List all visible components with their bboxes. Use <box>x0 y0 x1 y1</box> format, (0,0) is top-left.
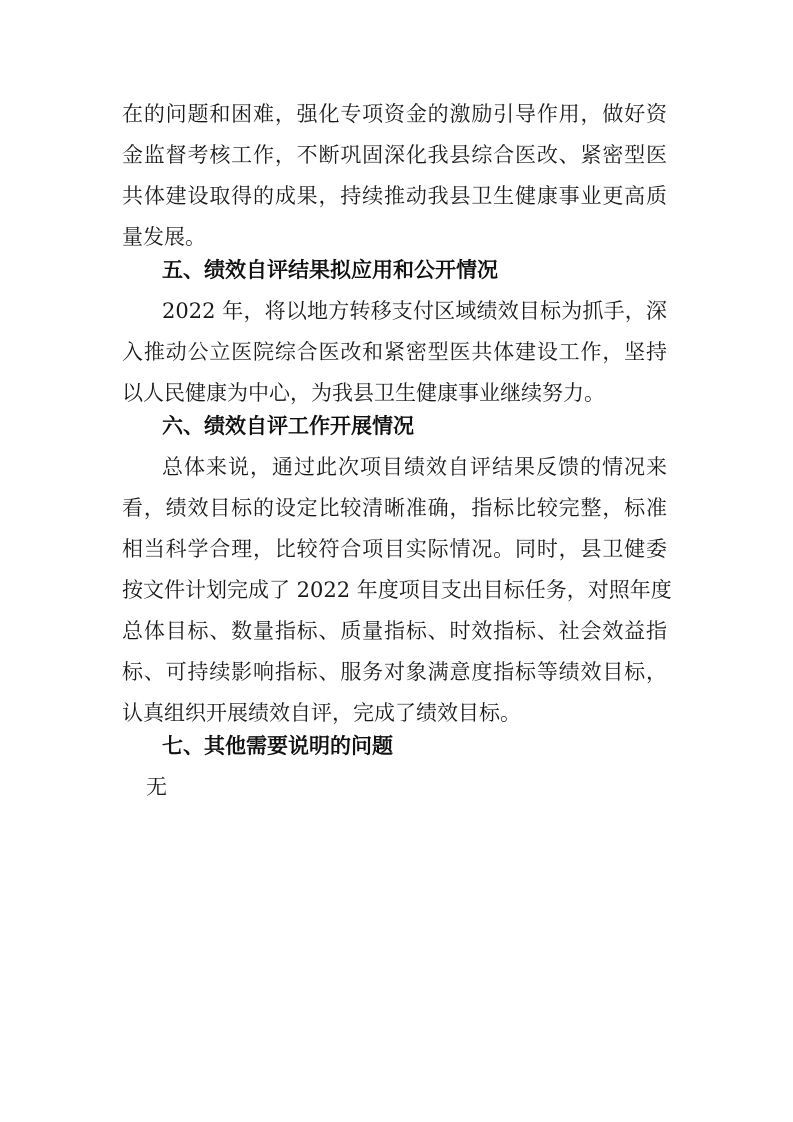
paragraph-line: 入推动公立医院综合医改和紧密型医共体建设工作，坚持 <box>122 340 667 364</box>
paragraph-line: 总体目标、数量指标、质量指标、时效指标、社会效益指 <box>122 619 667 643</box>
paragraph-line: 2022 年，将以地方转移支付区域绩效目标为抓手，深 <box>162 299 667 323</box>
paragraph-line: 总体来说，通过此次项目绩效自评结果反馈的情况来 <box>162 455 667 479</box>
paragraph-line: 认真组织开展绩效自评，完成了绩效目标。 <box>122 701 521 725</box>
paragraph-line: 金监督考核工作，不断巩固深化我县综合医改、紧密型医 <box>122 143 667 167</box>
paragraph-line: 以人民健康为中心，为我县卫生健康事业继续努力。 <box>122 381 605 405</box>
section-heading-5: 五、绩效自评结果拟应用和公开情况 <box>162 258 498 282</box>
paragraph-line: 在的问题和困难，强化专项资金的激励引导作用，做好资 <box>122 102 667 126</box>
section-heading-6: 六、绩效自评工作开展情况 <box>162 414 414 438</box>
paragraph-line: 共体建设取得的成果，持续推动我县卫生健康事业更高质 <box>122 184 667 208</box>
section-7-content: 无 <box>146 775 167 799</box>
paragraph-line: 量发展。 <box>122 225 206 249</box>
paragraph-line: 相当科学合理，比较符合项目实际情况。同时，县卫健委 <box>122 537 667 561</box>
paragraph-line: 按文件计划完成了 2022 年度项目支出目标任务，对照年度 <box>122 578 672 602</box>
section-heading-7: 七、其他需要说明的问题 <box>162 734 393 758</box>
paragraph-line: 标、可持续影响指标、服务对象满意度指标等绩效目标， <box>122 660 667 684</box>
paragraph-line: 看，绩效目标的设定比较清晰准确，指标比较完整，标准 <box>122 496 667 520</box>
